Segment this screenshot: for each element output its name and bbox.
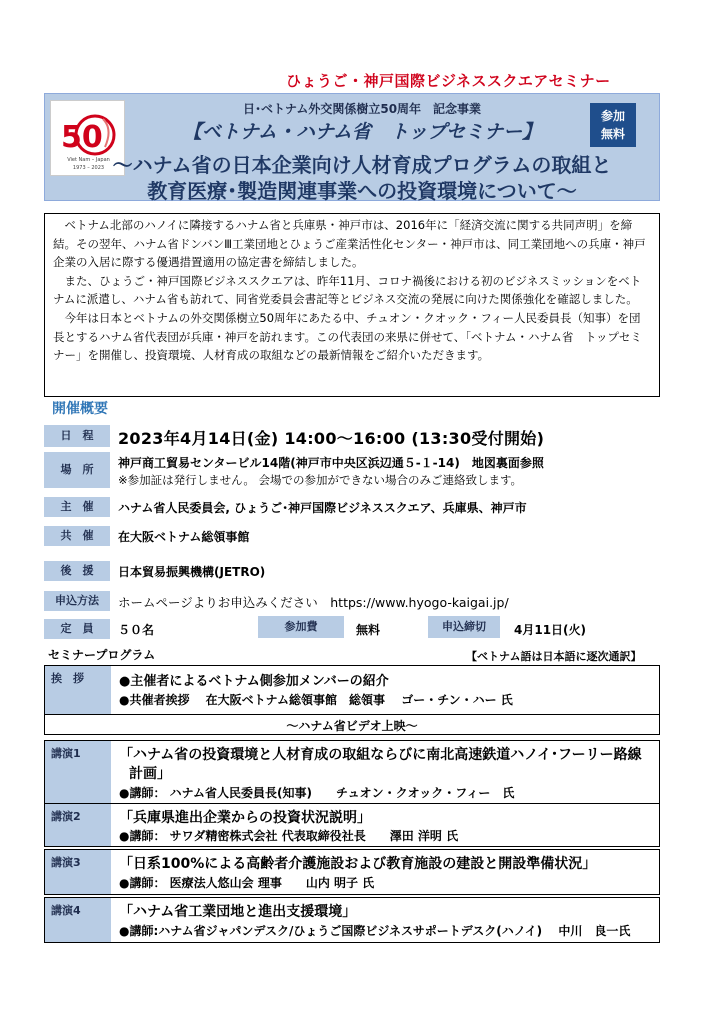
cohost-label: 共 催 bbox=[44, 526, 110, 546]
lecture-3-section bbox=[44, 849, 660, 895]
intro-paragraph-1: ベトナム北部のハノイに隣接するハナム省と兵庫県・神戸市は、2016年に「経済交流に関する共同声明」を締結。その翌年、ハナム省ドンバンⅢ工業団地とひょうご産業活性化センター・神戸市は、同工業団地への兵庫・神戸企業の入居に際する優遇措置適用の協定書を締結しました。 bbox=[53, 218, 646, 270]
lecture-2-speaker: ●講師： サワダ精密株式会社 代表取締役社長 澤田 洋明 氏 bbox=[119, 829, 459, 843]
intro-paragraph-2: また、ひょうご・神戸国際ビジネススクエアは、昨年11月、コロナ禍後における初のビジネスミッションをベトナムに派遣し、ハナム省も訪れて、同省党委員会書記等とビジネス交流の発展に向けた関係強化を確認しました。 bbox=[53, 273, 642, 307]
lecture-2-label: 講演2 bbox=[45, 804, 111, 846]
interpretation-note: 【ベトナム語は日本語に逐次通訳】 bbox=[466, 650, 642, 663]
fee-label: 参加費 bbox=[258, 616, 344, 638]
overview-heading: 開催概要 bbox=[52, 401, 108, 417]
deadline-value: 4月11日(火) bbox=[514, 623, 587, 637]
lecture-4-label: 講演4 bbox=[45, 898, 111, 942]
capacity-value: ５０名 bbox=[118, 623, 155, 637]
date-value: 2023年4月14日(金) 14:00～16:00 (13:30受付開始) bbox=[118, 429, 545, 448]
greeting-item-2: ●共催者挨拶 在大阪ベトナム総領事館 総領事 ゴー・チン・ハー 氏 bbox=[119, 693, 513, 707]
lecture-4-section bbox=[44, 897, 660, 943]
header-subtitle: 日･ベトナム外交関係樹立50周年 記念事業 bbox=[242, 102, 482, 116]
lecture-2-section bbox=[44, 803, 660, 847]
header-theme-line-2: 教育医療･製造関連事業への投資環境について～ bbox=[147, 179, 577, 203]
greeting-label: 挨 拶 bbox=[45, 666, 111, 714]
lecture-1-title-cont: 計画」 bbox=[129, 766, 171, 782]
greeting-item-1: ●主催者によるベトナム側参加メンバーの紹介 bbox=[119, 674, 389, 689]
fee-value: 無料 bbox=[356, 623, 381, 637]
place-note: ※参加証は発行しません。 会場での参加ができない場合のみご連絡致します。 bbox=[118, 473, 523, 487]
lecture-3-speaker: ●講師： 医療法人悠山会 理事 山内 明子 氏 bbox=[119, 876, 375, 890]
apply-method-label: 申込方法 bbox=[44, 591, 110, 611]
deadline-label: 申込締切 bbox=[428, 616, 500, 638]
lecture-1-title: 「ハナム省の投資環境と人材育成の取組ならびに南北高速鉄道ハノイ･フーリー路線 bbox=[119, 747, 642, 763]
apply-method-value: ホームページよりお申込みください https://www.hyogo-kaigai.jp/ bbox=[118, 595, 509, 610]
capacity-label: 定 員 bbox=[44, 619, 110, 639]
lecture-4-speaker: ●講師:ハナム省ジャパンデスク/ひょうご国際ビジネスサポートデスク(ハノイ) 中川 良一氏 bbox=[119, 924, 631, 938]
free-participation-badge bbox=[590, 103, 636, 147]
seminar-series-tag: ひょうご・神戸国際ビジネススクエアセミナー bbox=[286, 72, 611, 90]
lecture-3-title: 「日系100%による高齢者介護施設および教育施設の建設と開設準備状況」 bbox=[119, 856, 597, 872]
date-label: 日 程 bbox=[44, 425, 110, 447]
logo-caption: Viet Nam – Japan bbox=[67, 157, 110, 163]
logo-years: 1973 – 2023 bbox=[72, 165, 105, 171]
cohost-value: 在大阪ベトナム総領事館 bbox=[118, 530, 250, 544]
lecture-3-label: 講演3 bbox=[45, 850, 111, 894]
lecture-1-label: 講演1 bbox=[45, 741, 111, 803]
header-theme-line-1: ～ハナム省の日本企業向け人材育成プログラムの取組と bbox=[112, 153, 612, 177]
lecture-1-section bbox=[44, 740, 660, 804]
place-label: 場 所 bbox=[44, 452, 110, 488]
greeting-divider bbox=[45, 714, 659, 715]
program-heading: セミナープログラム bbox=[48, 648, 156, 662]
introduction-box bbox=[44, 213, 660, 397]
support-label: 後 援 bbox=[44, 561, 110, 581]
badge-line-2: 無料 bbox=[600, 127, 625, 141]
greeting-section bbox=[44, 665, 660, 735]
lecture-1-speaker: ●講師： ハナム省人民委員長(知事) チュオン・クオック・フィー 氏 bbox=[119, 786, 515, 800]
support-value: 日本貿易振興機構(JETRO) bbox=[118, 565, 266, 579]
logo-number: 50 bbox=[61, 120, 103, 155]
intro-paragraph-3: 今年は日本とベトナムの外交関係樹立50周年にあたる中、チュオン・クオック・フィー人民委員長（知事）を団長とするハナム省代表団が兵庫・神戸を訪れます。この代表団の来県に併せて、「ベトナム・ハナム省 トップセミナー」を開催し、投資環境、人材育成の取組などの最新情報をご紹介いただきます。 bbox=[53, 310, 642, 363]
host-label: 主 催 bbox=[44, 497, 110, 517]
host-value: ハナム省人民委員会, ひょうご･神戸国際ビジネススクエア、兵庫県、神戸市 bbox=[118, 501, 527, 515]
place-value: 神戸商工貿易センタービル14階(神戸市中央区浜辺通５-１-14) 地図裏面参照 bbox=[118, 456, 544, 470]
header-title: 【ベトナム・ハナム省 トップセミナー】 bbox=[182, 121, 542, 143]
video-screening: ～ハナム省ビデオ上映～ bbox=[286, 719, 418, 733]
lecture-4-title: 「ハナム省工業団地と進出支援環境」 bbox=[119, 904, 357, 920]
lecture-2-title: 「兵庫県進出企業からの投資状況説明」 bbox=[119, 810, 371, 826]
badge-line-1: 参加 bbox=[600, 109, 625, 123]
